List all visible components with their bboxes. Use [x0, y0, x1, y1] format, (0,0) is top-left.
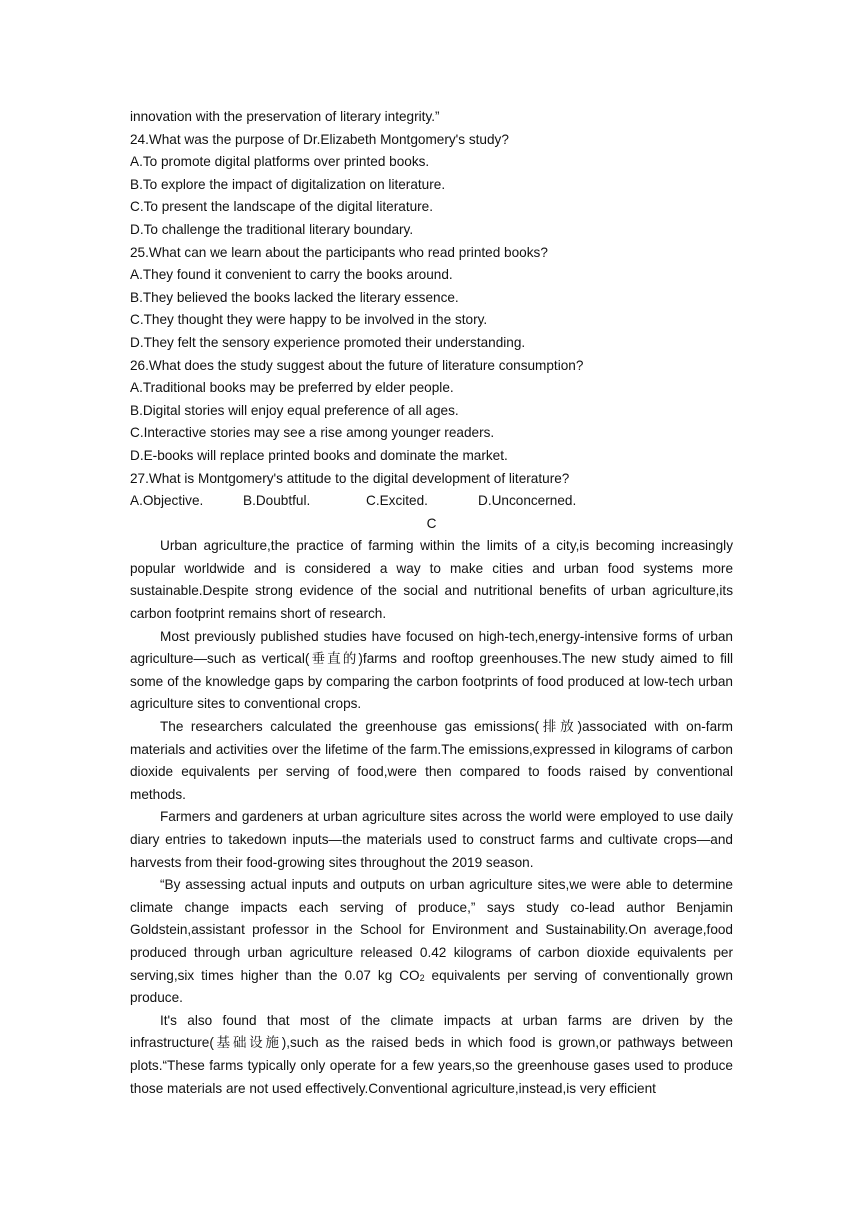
paragraph-1: Urban agriculture,the practice of farming within the limits of a city,is becoming increasingly popular worldwide and is considered a way to make cities and urban food systems more sustainable.Despite strong evidence of the social and nutritional benefits of urban agriculture,its carbon footprint remains short of research.: [130, 538, 733, 622]
option-d: D.E-books will replace printed books and dominate the market.: [130, 447, 508, 463]
question-25: [130, 242, 733, 355]
question-27: [130, 468, 733, 513]
paragraph-5: [130, 874, 733, 1010]
option-a: A.Traditional books may be preferred by elder people.: [130, 380, 454, 396]
question-stem: 24.What was the purpose of Dr.Elizabeth Montgomery's study?: [130, 131, 509, 147]
paragraph-5-text-a: “By assessing actual inputs and outputs on urban agriculture sites,we were able to determine climate change impacts each serving of produce,” says study co-lead author Benjamin Goldstein,assistant professor in the School for Environment and Sustainability.On average,food produced through urban agriculture released 0.42 kilograms of carbon dioxide equivalents per serving,six times higher than the 0.07 kg CO: [130, 877, 733, 983]
question-26: [130, 355, 733, 468]
question-stem: 25.What can we learn about the participants who read printed books?: [130, 244, 548, 260]
option-b: B.To explore the impact of digitalization on literature.: [130, 176, 446, 192]
option-a: A.Objective.: [130, 493, 204, 509]
options-row: [130, 490, 733, 513]
paragraph-3: The researchers calculated the greenhouse gas emissions(排放)associated with on-farm materials and activities over the lifetime of the farm.The emissions,expressed in kilograms of carbon dioxide equivalents per serving of food,were then compared to foods raised by conventional methods.: [130, 719, 733, 802]
option-d: D.Unconcerned.: [478, 493, 577, 509]
subscript-two: 2: [419, 972, 425, 983]
paragraph-4: Farmers and gardeners at urban agriculture sites across the world were employed to use daily diary entries to takedown inputs—the materials used to construct farms and cultivate crops—and harvests from their food-growing sites throughout the 2019 season.: [130, 809, 733, 870]
paragraph-6: It's also found that most of the climate impacts at urban farms are driven by the infrastructure(基础设施),such as the raised beds in which food is grown,or pathways between plots.“These farms typically only operate for a few years,so the greenhouse gases used to produce those materials are not used effectively.Conventional agriculture,instead,is very efficient: [130, 1012, 733, 1096]
paragraph-2: Most previously published studies have focused on high-tech,energy-intensive forms of urban agriculture—such as vertical(垂直的)farms and rooftop greenhouses.The new study aimed to fill some of the knowledge gaps by comparing the carbon footprints of food produced at low-tech urban agriculture sites to conventional crops.: [130, 628, 733, 712]
question-stem: 26.What does the study suggest about the future of literature consumption?: [130, 357, 584, 373]
question-24: [130, 129, 733, 242]
continuation-line: innovation with the preservation of literary integrity.”: [130, 109, 440, 124]
option-a: A.To promote digital platforms over printed books.: [130, 154, 430, 170]
option-a: A.They found it convenient to carry the books around.: [130, 267, 453, 283]
option-c: C.Interactive stories may see a rise among younger readers.: [130, 425, 495, 441]
option-c: C.They thought they were happy to be involved in the story.: [130, 312, 488, 328]
section-heading: C: [426, 515, 437, 531]
option-d: D.To challenge the traditional literary boundary.: [130, 221, 414, 237]
option-b: B.They believed the books lacked the literary essence.: [130, 289, 459, 305]
option-c: C.To present the landscape of the digital literature.: [130, 199, 434, 215]
paragraph-5-text-b: equivalents per serving of conventionally grown produce.: [130, 967, 733, 1006]
option-c: C.Excited.: [366, 493, 428, 509]
question-stem: 27.What is Montgomery's attitude to the digital development of literature?: [130, 470, 570, 486]
document-page: [130, 106, 733, 1100]
option-b: B.Digital stories will enjoy equal preference of all ages.: [130, 402, 459, 418]
option-d: D.They felt the sensory experience promoted their understanding.: [130, 334, 526, 350]
option-b: B.Doubtful.: [243, 493, 311, 509]
